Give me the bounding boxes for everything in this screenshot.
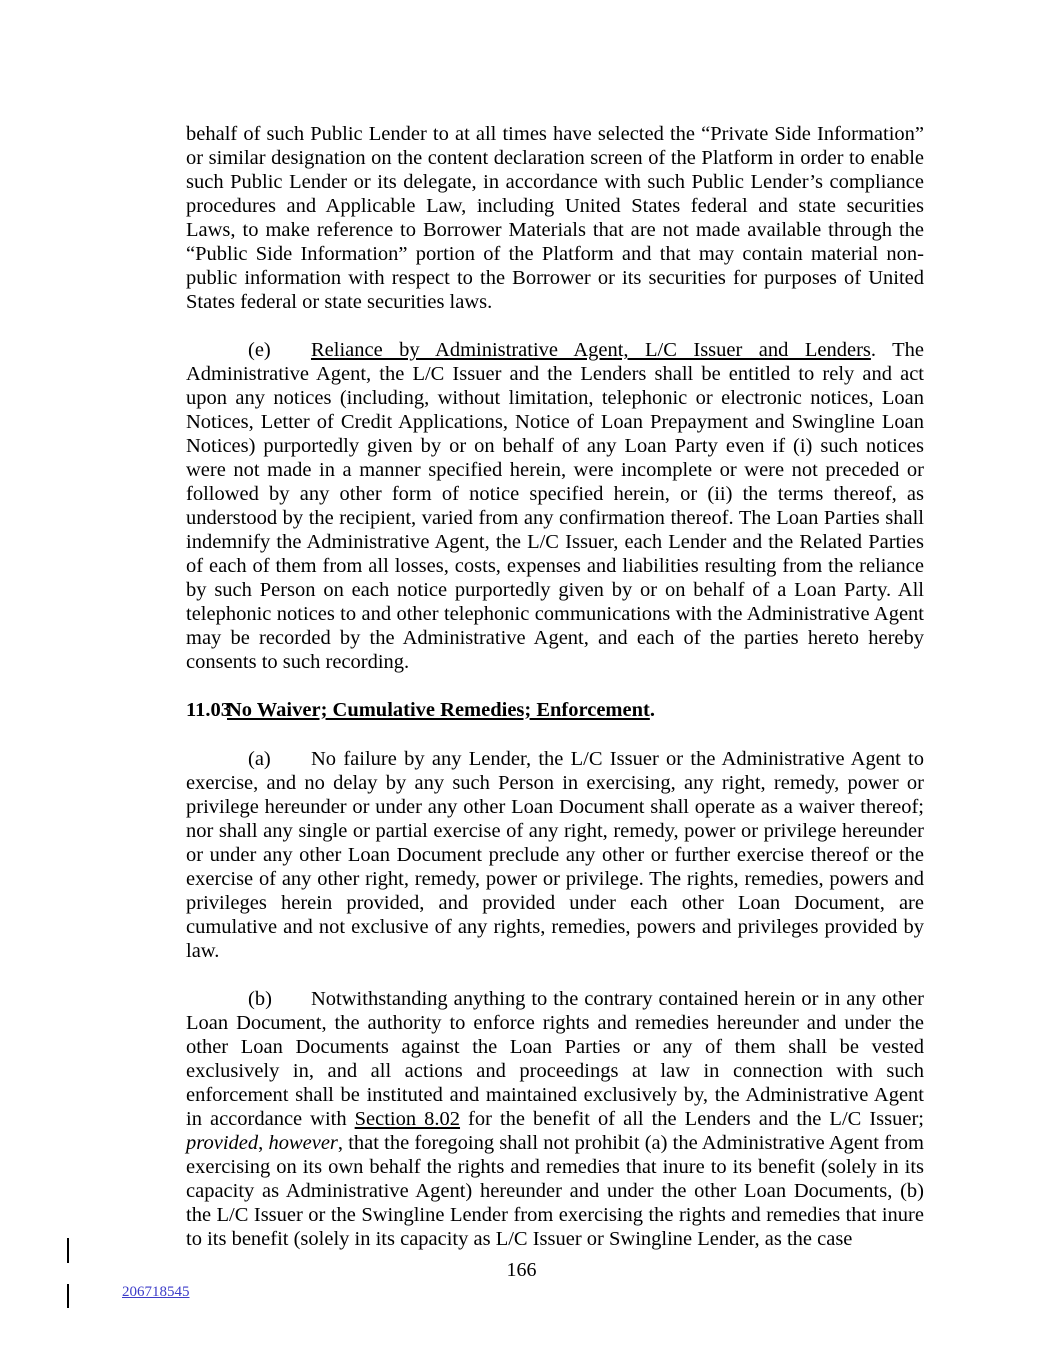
paragraph-text: Notwithstanding anything to the contrary contained herein or in any other Loan Document, the authority to enforce rights and remedies hereunder and under the other Loan Documents against the Loan Parties or any of them shall be vested exclusively in, and all actions and proceedings at law in connection with such enforcement shall be instituted and maintained exclusively by, the Administrative Agent in accordance with [186, 988, 924, 1130]
paragraph-text: , that the foregoing shall not prohibit (a) the Administrative Agent from exercising on its own behalf the rights and remedies that inure to its benefit (solely in its capacity as Administrative Agent) hereunder and under the other Loan Documents, (b) the L/C Issuer or the Swingline Lender from exercising the rights and remedies that inure to its benefit (solely in its capacity as L/C Issuer or Swingline Lender, as the case [186, 1132, 924, 1250]
paragraph-text: for the benefit of all the Lenders and the L/C Issuer; [460, 1108, 924, 1130]
list-marker-a: (a) [248, 748, 271, 770]
paragraph-e-reliance [186, 338, 924, 674]
page-number: 166 [506, 1259, 537, 1281]
section-8-02-reference: Section 8.02 [354, 1108, 461, 1130]
section-number: 11.03 [186, 699, 231, 721]
revision-change-bar-2 [67, 1284, 69, 1308]
paragraph-text: . The Administrative Agent, the L/C Issuer and the Lenders shall be entitled to rely and act upon any notices (including, without limitation, telephonic or electronic notices, Loan Notices, Letter of Credit Applications, Notice of Loan Prepayment and Swingline Loan Notices) purportedly given by or on behalf of any Loan Party even if (i) such notices were not made in a manner specified herein, were incomplete or were not preceded or followed by any other form of notice specified herein, or (ii) the terms thereof, as understood by the recipient, varied from any confirmation thereof. The Loan Parties shall indemnify the Administrative Agent, the L/C Issuer, each Lender and the Related Parties of each of them from all losses, costs, expenses and liabilities resulting from the reliance by such Person on each notice purportedly given by or on behalf of a Loan Party. All telephonic notices to and other telephonic communications with the Administrative Agent may be recorded by the Administrative Agent, and each of the parties hereto hereby consents to such recording. [186, 339, 924, 673]
document-body [186, 122, 924, 1275]
paragraph-public-lender-continuation [186, 122, 924, 314]
paragraph-text: , [258, 1132, 269, 1154]
section-title-period: . [649, 699, 655, 721]
however-term: however [268, 1132, 338, 1154]
document-id-link[interactable]: 206718545 [122, 1284, 190, 1300]
paragraph-text: No failure by any Lender, the L/C Issuer or the Administrative Agent to exercise, and no delay by any such Person in exercising, any right, remedy, power or privilege hereunder or under any other Loan Document shall operate as a waiver thereof; nor shall any single or partial exercise of any right, remedy, power or privilege hereunder or under any other Loan Document preclude any other or further exercise thereof or the exercise of any other right, remedy, power or privilege. The rights, remedies, powers and privileges herein provided, and provided under each other Loan Document, are cumulative and not exclusive of any rights, remedies, powers and privileges provided by law. [186, 748, 924, 962]
paragraph-b-enforcement [186, 987, 924, 1251]
list-marker-b: (b) [248, 988, 272, 1010]
section-title: No Waiver; Cumulative Remedies; Enforcement [227, 699, 650, 721]
provided-term: provided [186, 1132, 259, 1154]
section-heading-11-03 [186, 698, 924, 722]
paragraph-text: behalf of such Public Lender to at all times have selected the “Private Side Information” or similar designation on the content declaration screen of the Platform in order to enable such Public Lender or its delegate, in accordance with such Public Lender’s compliance procedures and Applicable Law, including United States federal and state securities Laws, to make reference to Borrower Materials that are not made available through the “Public Side Information” portion of the Platform and that may contain material non-public information with respect to the Borrower or its securities for purposes of United States federal or state securities laws. [186, 123, 924, 313]
clause-heading-reliance: Reliance by Administrative Agent, L/C Issuer and Lenders [311, 339, 871, 361]
list-marker-e: (e) [248, 339, 271, 361]
paragraph-a-no-waiver [186, 747, 924, 963]
